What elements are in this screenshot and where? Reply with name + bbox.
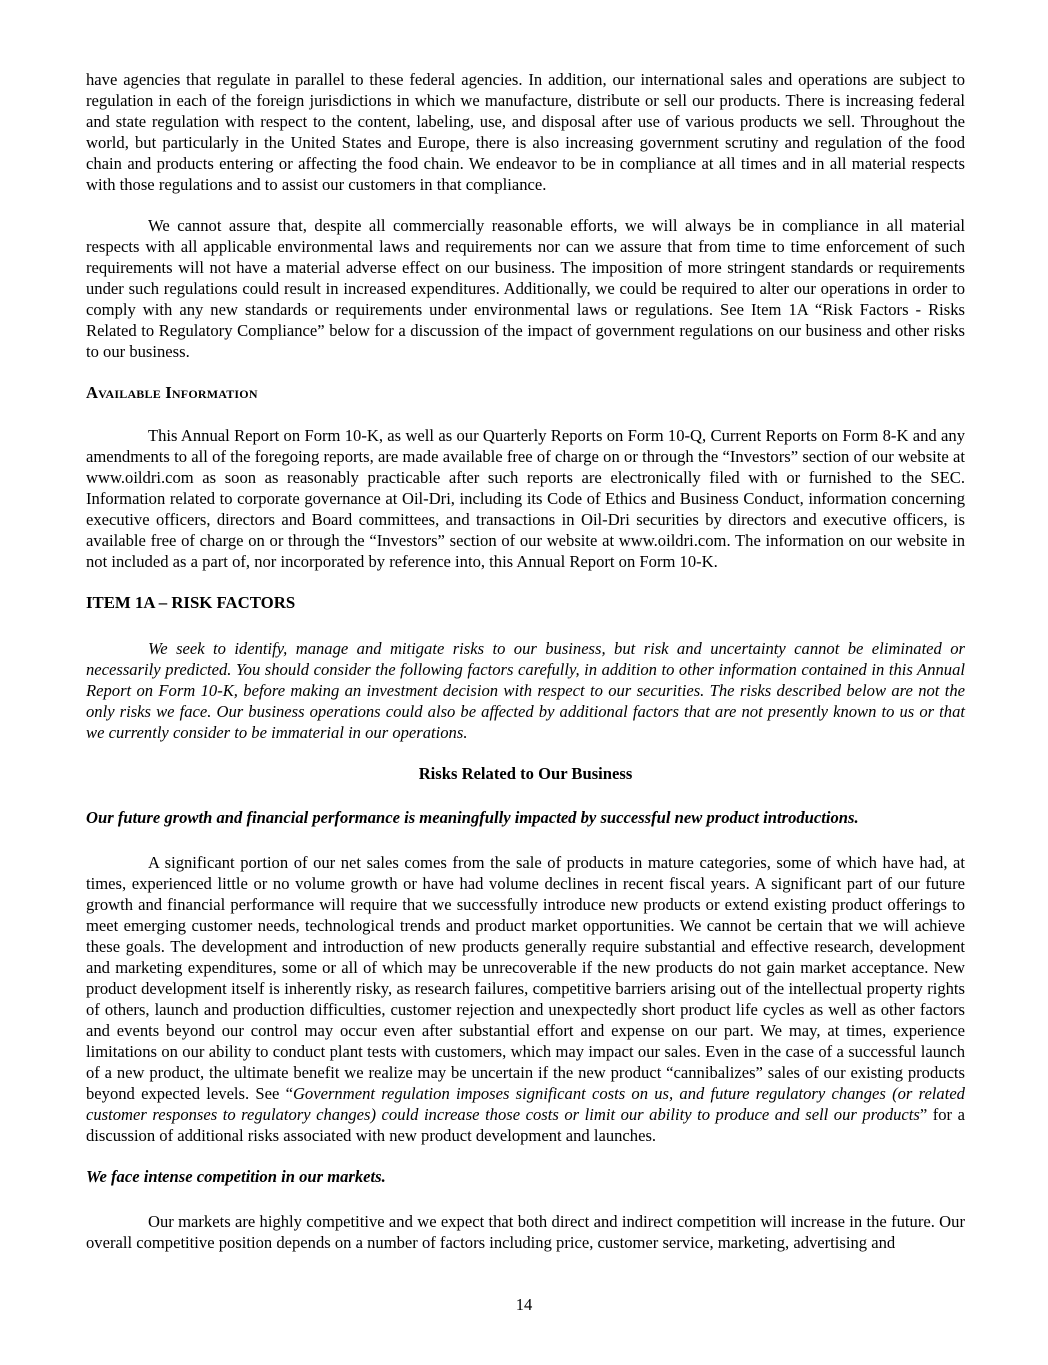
paragraph-competition: Our markets are highly competitive and we expect that both direct and indirect competition will increase in the future. Our overall competitive position depends on a number of factors including price, customer service, marketing, advertising and (86, 1212, 965, 1252)
paragraph-risk-factors-intro: We seek to identify, manage and mitigate risks to our business, but risk and uncertainty cannot be eliminated or necessarily predicted. You should consider the following factors carefully, in addition to other information contained in this Annual Report on Form 10-K, before making an investment decision with respect to our securities. The risks described below are not the only risks we face. Our business operations could also be affected by additional factors that are not presently known to us or that we currently consider to be immaterial in our operations. (86, 639, 965, 742)
paragraph-new-product-risk (86, 852, 965, 1146)
paragraph-new-product-risk-citation: Government regulation imposes significant costs on us, and future regulatory changes (or related customer responses to regulatory changes) could increase those costs or limit our ability to produce and sell our products (86, 1084, 965, 1124)
paragraph-new-product-risk-tail: ” for a discussion of additional risks associated with new product development and launches. (86, 1105, 965, 1145)
page-number: 14 (515, 1295, 533, 1314)
subheading-new-product-introductions: Our future growth and financial performance is meaningfully impacted by successful new product introductions. (86, 808, 859, 827)
paragraph-regulation-continued: have agencies that regulate in parallel to these federal agencies. In addition, our international sales and operations are subject to regulation in each of the foreign jurisdictions in which we manufacture, distribute or sell our products. There is increasing federal and state regulation with respect to the content, labeling, use, and disposal after use of various products we sell. Throughout the world, but particularly in the United States and Europe, there is also increasing government scrutiny and regulation of the food chain and products entering or affecting the food chain. We endeavor to be in compliance at all times and in all material respects with those regulations and to assist our customers in that compliance. (86, 70, 965, 194)
paragraph-available-information: This Annual Report on Form 10-K, as well as our Quarterly Reports on Form 10-Q, Current Reports on Form 8-K and any amendments to all of the foregoing reports, are made available free of charge on or through the “Investors” section of our website at www.oildri.com as soon as reasonably practicable after such reports are electronically filed with or furnished to the SEC. Information related to corporate governance at Oil-Dri, including its Code of Ethics and Business Conduct, information concerning executive officers, directors and Board committees, and transactions in Oil-Dri securities by directors and executive officers, is available free of charge on or through the “Investors” section of our website at www.oildri.com. The information on our website in not included as a part of, nor incorporated by reference into, this Annual Report on Form 10-K. (86, 426, 965, 571)
heading-item-1a-risk-factors: ITEM 1A – RISK FACTORS (86, 593, 296, 612)
paragraph-environmental-compliance: We cannot assure that, despite all commercially reasonable efforts, we will always be in compliance in all material respects with all applicable environmental laws and requirements nor can we assure that from time to time enforcement of such requirements will not have a material adverse effect on our business. The imposition of more stringent standards or requirements under such regulations could result in increased expenditures. Additionally, we could be required to alter our operations in order to comply with any new standards or requirements under environmental laws or regulations. See Item 1A “Risk Factors - Risks Related to Regulatory Compliance” below for a discussion of the impact of government regulations on our business and other risks to our business. (86, 216, 965, 361)
heading-available-information: Available Information (86, 383, 258, 402)
subheading-intense-competition: We face intense competition in our markets. (86, 1167, 386, 1186)
paragraph-new-product-risk-lead: A significant portion of our net sales comes from the sale of products in mature categories, some of which have had, at times, experienced little or no volume growth or have had volume declines in recent fiscal years. A significant part of our future growth and financial performance will require that we successfully introduce new products or extend existing product offerings to meet emerging customer needs, technological trends and product market opportunities. We cannot be certain that we will achieve these goals. The development and introduction of new products generally require substantial and effective research, development and marketing expenditures, some or all of which may be unrecoverable if the new products do not gain market acceptance. New product development itself is inherently risky, as research failures, competitive barriers arising out of the intellectual property rights of others, launch and production difficulties, customer rejection and unexpectedly short product life cycles as well as other factors and events beyond our control may occur even after substantial effort and expense on our part. We may, at times, experience limitations on our ability to conduct plant tests with customers, which may impact our sales. Even in the case of a successful launch of a new product, the ultimate benefit we realize may be uncertain if the new product “cannibalizes” sales of our existing products beyond expected levels. See “ (86, 853, 965, 1103)
heading-risks-related-to-business: Risks Related to Our Business (418, 764, 633, 783)
